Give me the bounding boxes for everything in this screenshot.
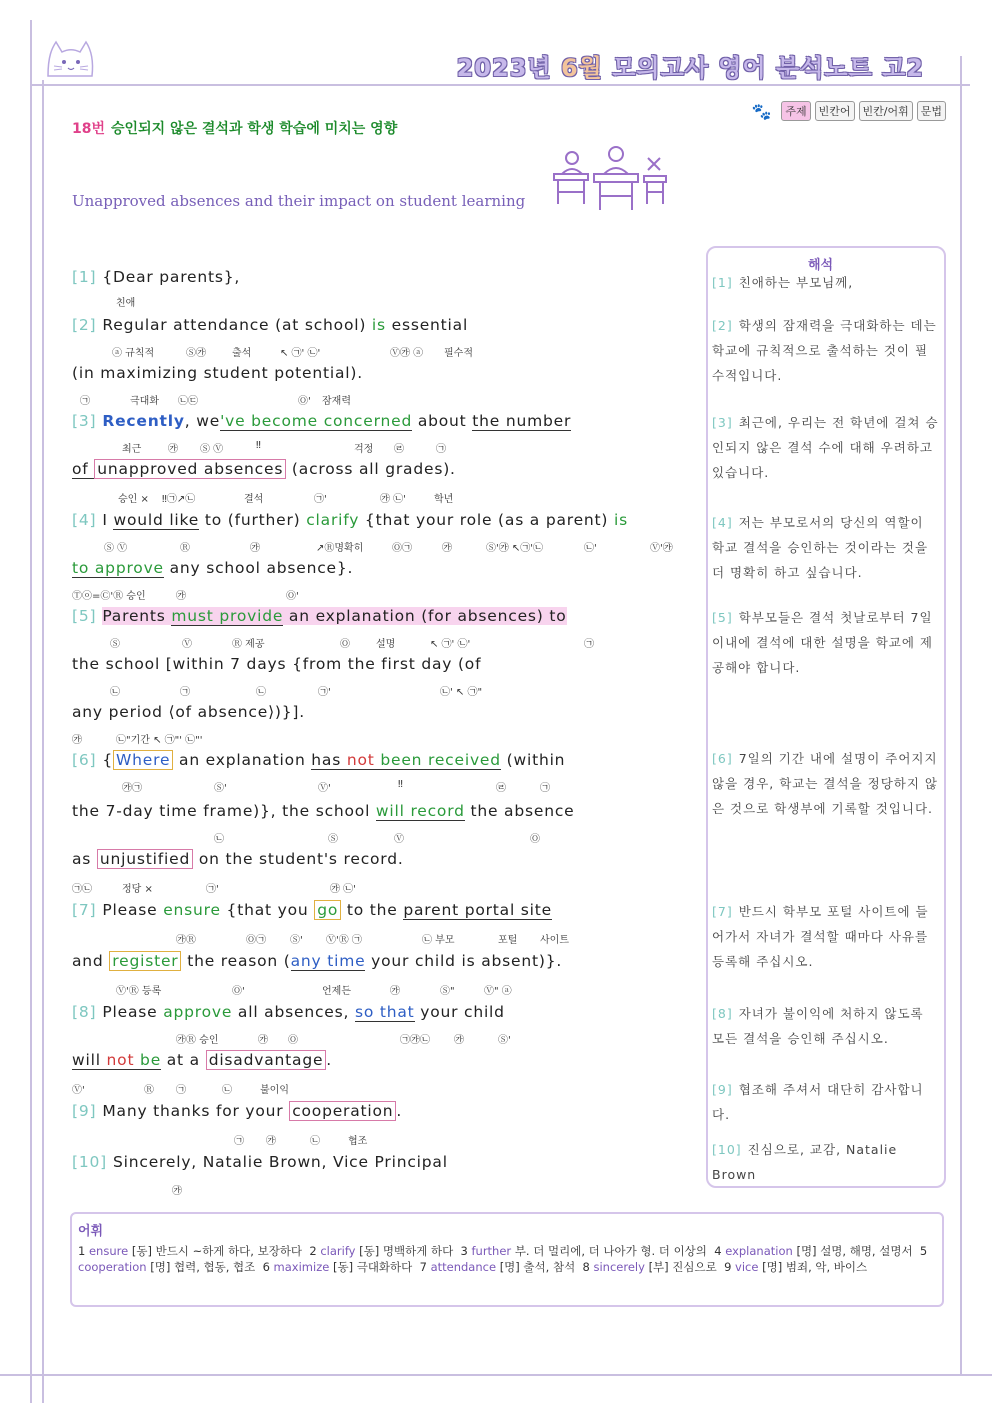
annotation: ㉮ (442, 543, 452, 554)
translation-6: [6] 7일의 기간 내에 설명이 주어지지 않을 경우, 학교는 결석을 정당하지 않은 것으로 학생부에 기록할 것입니다. (712, 751, 938, 816)
annotation: 정당 × (122, 884, 153, 895)
annotation: 사이트 (540, 935, 569, 946)
tag-topic: 주제 (781, 101, 810, 121)
annotation: Ⓢ (328, 834, 338, 845)
annotation: ⓐ 규칙적 (112, 348, 155, 359)
annotation: ↖ ㉠' ㉡' (280, 348, 321, 359)
annotation: ㉮ ㉡' (380, 494, 406, 505)
sentence-3-cont: of unapproved absences (across all grades). (72, 460, 456, 478)
sentence-1: [1] {Dear parents}, (72, 268, 241, 286)
sentence-7-cont: and register the reason (any time your child is absent)}. (72, 952, 563, 970)
annotation: Ⓢ'㉮ ↖㉠'㉡ (486, 543, 544, 554)
annotation: ㉮ (454, 1035, 464, 1046)
annotation: Ⓞ' (286, 591, 299, 602)
annotation: Ⓢ' (290, 935, 303, 946)
sentence-10: [10] Sincerely, Natalie Brown, Vice Principal (72, 1153, 448, 1171)
annotation: Ⓡ (180, 543, 190, 554)
annotation: ↗Ⓡ명확히 (316, 543, 364, 554)
annotation: Ⓞ㉠ (392, 543, 412, 554)
vocab-item: 1 ensure [동] 반드시 ~하게 하다, 보장하다 (78, 1244, 303, 1258)
annotation: ㉡㉢ (178, 396, 198, 407)
annotation: ㉡ (310, 1136, 320, 1147)
vocab-item: 3 further 부. 더 멀리에, 더 나아가 형. 더 이상의 (460, 1244, 707, 1258)
annotation: Ⓞ (530, 834, 540, 845)
translation-heading: 해석 (808, 258, 834, 273)
sentence-5: [5] Parents must provide an explanation (for absences) to (72, 607, 567, 625)
translation-3: [3] 최근에, 우리는 전 학년에 걸쳐 승인되지 않은 결석 수에 대해 우려하고 있습니다. (712, 415, 939, 480)
annotation: Ⓡ (144, 1085, 154, 1096)
annotation: Ⓥ" ⓐ (484, 986, 512, 997)
vocab-item: 6 maximize [동] 극대화하다 (262, 1260, 413, 1274)
annotation: 불이익 (260, 1085, 289, 1096)
annotation: ㉣ (394, 444, 404, 455)
annotation: Ⓥ'Ⓡ ㉠ (326, 935, 362, 946)
annotation: ㉡ 부모 (422, 935, 455, 946)
annotation: Ⓢ" (440, 986, 455, 997)
annotation: ㉠' (314, 494, 327, 505)
passage-english-title: Unapproved absences and their impact on student learning (72, 192, 526, 210)
annotation: ㉮Ⓡ (176, 935, 196, 946)
sentence-4-cont: to approve any school absence}. (72, 559, 354, 577)
annotation: ㉮ (258, 1035, 268, 1046)
annotation: 협조 (348, 1136, 368, 1147)
translation-9: [9] 협조해 주셔서 대단히 감사합니다. (712, 1082, 924, 1122)
sentence-6-cont: the 7-day time frame)}, the school will record the absence (72, 802, 575, 820)
vocabulary-heading: 어휘 (78, 1224, 104, 1239)
frame-right-line (960, 56, 962, 1376)
annotation: ㉠ (436, 444, 446, 455)
sentence-2: [2] Regular attendance (at school) is essential (72, 316, 469, 334)
annotation: 친애 (116, 298, 136, 309)
vocabulary-box (70, 1212, 944, 1307)
frame-left-line (30, 20, 32, 1403)
vocabulary-list (78, 1243, 936, 1275)
sentence-7: [7] Please ensure {that you go to the parent portal site (72, 901, 552, 919)
frame-bottom-line (0, 1374, 992, 1376)
sentence-5-cont: the school [within 7 days {from the first day (of (72, 655, 482, 673)
annotation: ㉮Ⓡ 승인 (176, 1035, 219, 1046)
vocab-item: 2 clarify [동] 명백하게 하다 (309, 1244, 454, 1258)
annotation: ㉠ (180, 687, 190, 698)
annotation: 결석 (244, 494, 264, 505)
paw-icon: 🐾 (751, 101, 772, 121)
vocab-item: 4 explanation [명] 설명, 해명, 설명서 (714, 1244, 913, 1258)
annotation: Ⓞ' (232, 986, 245, 997)
annotation: Ⓢ Ⓥ (200, 444, 224, 455)
annotation: ㉡ (110, 687, 120, 698)
annotation: ㉠ (540, 783, 550, 794)
annotation: ㉮ (250, 543, 260, 554)
annotation: 걱정 (354, 444, 374, 455)
annotation: ㉡' (584, 543, 597, 554)
sentence-4: [4] I would like to (further) clarify {that your role (as a parent) is (72, 511, 628, 529)
annotation: ㉡ (256, 687, 266, 698)
annotation: 학년 (434, 494, 454, 505)
annotation: Ⓞ' (298, 396, 311, 407)
annotation: ㉡ (222, 1085, 232, 1096)
annotation: ㉡' ↖ ㉠" (440, 687, 483, 698)
annotation: ㉠ (176, 1085, 186, 1096)
annotation: 잠재력 (322, 396, 351, 407)
translation-1: [1] 친애하는 부모님께, (712, 275, 854, 290)
annotation: Ⓢ Ⓥ (104, 543, 128, 554)
translation-8: [8] 자녀가 불이익에 처하지 않도록 모든 결석을 승인해 주십시오. (712, 1006, 924, 1046)
annotation: ㉮㉠ (122, 783, 142, 794)
vocab-item: 5 cooperation [명] 협력, 협동, 협조 (78, 1244, 928, 1274)
annotation: ↖ ㉠' ㉡' (430, 639, 471, 650)
annotation: Ⓥ'㉮ (650, 543, 673, 554)
annotation: ‼ (256, 440, 261, 451)
translation-7: [7] 반드시 학부모 포털 사이트에 들어가서 자녀가 결석할 때마다 사유를 등록해 주십시오. (712, 904, 929, 969)
annotation: 포털 (498, 935, 518, 946)
annotation: 설명 (376, 639, 396, 650)
annotation: 최근 (122, 444, 142, 455)
annotation: 필수적 (444, 348, 473, 359)
annotation: Ⓥ (182, 639, 192, 650)
annotation: ㉡"기간 ↖ ㉠"' ㉡"' (116, 735, 203, 746)
annotation: Ⓢ' (498, 1035, 511, 1046)
page-title: 2023년 6월 모의고사 영어 분석노트 고2 (456, 54, 924, 82)
annotation: Ⓢ㉮ (186, 348, 206, 359)
cat-logo-icon (42, 36, 98, 82)
annotation: Ⓣⓞ=Ⓒ'Ⓡ 승인 (72, 591, 146, 602)
annotation: ㉮ (172, 1186, 182, 1197)
translation-4: [4] 저는 부모로서의 당신의 역할이 학교 결석을 승인하는 것이라는 것을 더 명확히 하고 싶습니다. (712, 515, 929, 580)
annotation: ㉠ (584, 639, 594, 650)
annotation: ㉮ ㉡' (330, 884, 356, 895)
sentence-8-cont: will not be at a disadvantage . (72, 1051, 333, 1069)
annotation: 승인 × (118, 494, 149, 505)
annotation: ㉠㉮㉡ (400, 1035, 430, 1046)
annotation: 언제든 (322, 986, 351, 997)
sentence-9: [9] Many thanks for your cooperation . (72, 1102, 403, 1120)
annotation: Ⓥ㉮ ⓐ (390, 348, 424, 359)
annotation: 극대화 (130, 396, 159, 407)
annotation: ㉠ (80, 396, 90, 407)
annotation: Ⓞ (340, 639, 350, 650)
annotation: ㉣ (496, 783, 506, 794)
annotation: Ⓢ (110, 639, 120, 650)
translation-5: [5] 학부모들은 결석 첫날로부터 7일 이내에 결석에 대한 설명을 학교에 제공해야 합니다. (712, 610, 933, 675)
annotation: ㉮ (266, 1136, 276, 1147)
vocab-item: 8 sincerely [부] 진심으로 (582, 1260, 717, 1274)
classroom-desks-icon (550, 144, 670, 214)
annotation: ㉮ (390, 986, 400, 997)
tag-blank-vocab: 빈칸/어휘 (859, 101, 913, 121)
sentence-5-cont2: any period ⟨of absence⟩)}]. (72, 703, 305, 721)
annotation: ㉠㉡ (72, 884, 92, 895)
frame-top-line (30, 84, 970, 86)
annotation: ㉮ (168, 444, 178, 455)
vocab-item: 7 attendance [명] 출석, 참석 (419, 1260, 576, 1274)
annotation: Ⓥ' (72, 1085, 85, 1096)
annotation: ㉠' (206, 884, 219, 895)
vocab-item: 9 vice [명] 범죄, 악, 바이스 (724, 1260, 868, 1274)
translation-10: [10] 진심으로, 교감, Natalie Brown (712, 1142, 898, 1182)
annotation: ㉠ (234, 1136, 244, 1147)
annotation: Ⓥ (394, 834, 404, 845)
translation-2: [2] 학생의 잠재력을 극대화하는 데는 학교에 규칙적으로 출석하는 것이 필수적입니다. (712, 318, 937, 383)
annotation: Ⓡ 제공 (232, 639, 265, 650)
sentence-2-cont: (in maximizing student potential). (72, 364, 363, 382)
annotation: Ⓢ' (214, 783, 227, 794)
annotation: Ⓥ' (318, 783, 331, 794)
tag-grammar: 문법 (917, 101, 946, 121)
annotation: ‼ (398, 779, 403, 790)
annotation: 출석 (232, 348, 252, 359)
annotation: ㉮ (72, 735, 82, 746)
tag-blank-word: 빈칸어 (815, 101, 855, 121)
sentence-8: [8] Please approve all absences, so that your child (72, 1003, 505, 1021)
annotation: Ⓞ (288, 1035, 298, 1046)
annotation: ㉮ (176, 591, 186, 602)
category-tags (751, 101, 946, 121)
annotation: Ⓥ'Ⓡ 등록 (116, 986, 162, 997)
sentence-6: [6] { Where an explanation has not been received (within (72, 751, 566, 769)
annotation: ㉠' (318, 687, 331, 698)
sentence-6-cont2: as unjustified on the student's record. (72, 850, 404, 868)
sentence-3: [3] Recently, we've become concerned about the number (72, 412, 572, 430)
annotation: Ⓞ㉠ (246, 935, 266, 946)
annotation: ㉡ (214, 834, 224, 845)
passage-title: 18번 승인되지 않은 결석과 학생 학습에 미치는 영향 (72, 121, 398, 137)
frame-left-inner-line (42, 80, 44, 1403)
annotation: ‼㉠↗㉡ (162, 494, 196, 505)
